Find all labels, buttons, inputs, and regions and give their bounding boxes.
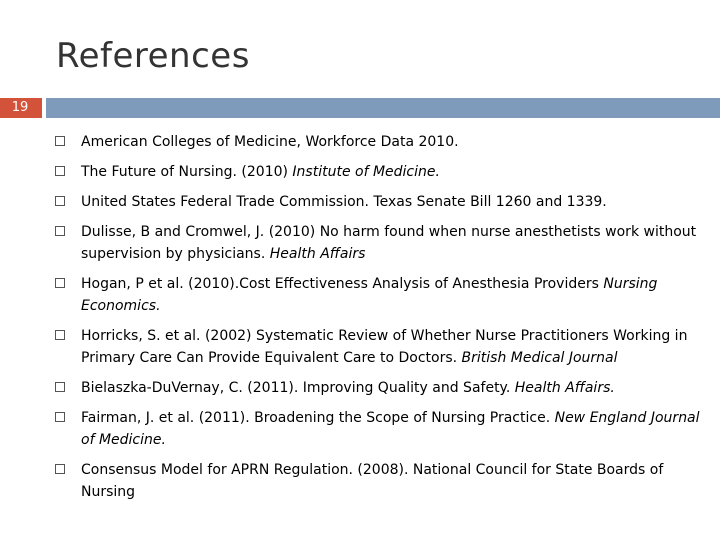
header-bar (46, 98, 720, 118)
references-list (52, 131, 702, 511)
reference-item (52, 377, 702, 399)
reference-item (52, 191, 702, 213)
reference-source: Health Affairs. (514, 380, 615, 396)
checkbox-square-icon (55, 330, 65, 340)
checkbox-square-icon (55, 136, 65, 146)
reference-item (52, 131, 702, 153)
reference-item (52, 161, 702, 183)
checkbox-square-icon (55, 412, 65, 422)
reference-item (52, 459, 702, 503)
reference-text: Dulisse, B and Cromwel, J. (2010) No harm found when nurse anesthetists work without supervision by physicians. (81, 224, 697, 262)
checkbox-square-icon (55, 382, 65, 392)
checkbox-square-icon (55, 166, 65, 176)
reference-item (52, 273, 702, 317)
slide-number: 19 (11, 100, 29, 115)
reference-source: Institute of Medicine. (292, 164, 440, 180)
slide-title: References (56, 36, 250, 76)
reference-source: New England Journal of Medicine. (81, 410, 700, 448)
reference-text: Horricks, S. et al. (2002) Systematic Review of Whether Nurse Practitioners Working in Primary Care Can Provide Equivalent Care to Doctors. (81, 328, 688, 366)
checkbox-square-icon (55, 464, 65, 474)
reference-item (52, 325, 702, 369)
reference-text: Bielaszka-DuVernay, C. (2011). Improving Quality and Safety. (81, 380, 515, 396)
reference-source: Nursing Economics. (81, 276, 658, 314)
reference-item (52, 407, 702, 451)
reference-source: British Medical Journal (461, 350, 618, 366)
reference-source: Health Affairs (269, 246, 366, 262)
checkbox-square-icon (55, 226, 65, 236)
reference-text: The Future of Nursing. (2010) (81, 164, 293, 180)
reference-text: Consensus Model for APRN Regulation. (2008). National Council for State Boards of Nursing (81, 462, 664, 500)
reference-text: United States Federal Trade Commission. Texas Senate Bill 1260 and 1339. (81, 194, 607, 210)
reference-text: Hogan, P et al. (2010).Cost Effectiveness Analysis of Anesthesia Providers (81, 276, 604, 292)
checkbox-square-icon (55, 196, 65, 206)
reference-text: Fairman, J. et al. (2011). Broadening the Scope of Nursing Practice. (81, 410, 555, 426)
reference-item (52, 221, 702, 265)
reference-text: American Colleges of Medicine, Workforce Data 2010. (81, 134, 459, 150)
checkbox-square-icon (55, 278, 65, 288)
